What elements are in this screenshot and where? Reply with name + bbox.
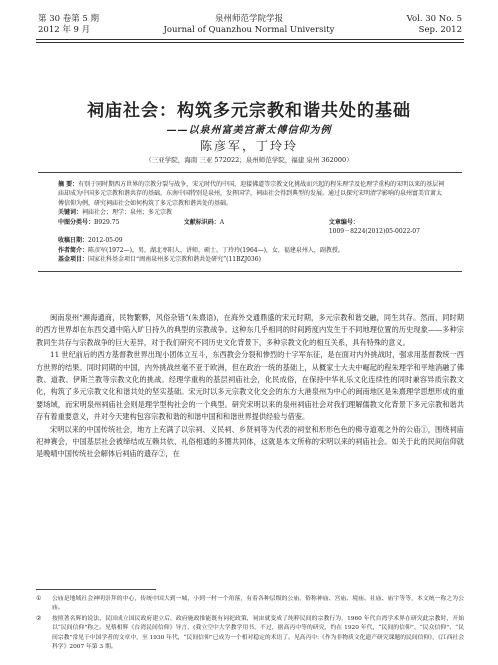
footnote-1	[36, 595, 464, 614]
article-subtitle: ——以泉州富美宫萧太傅信仰为例	[166, 125, 332, 136]
fund-label: 基金项目：	[58, 256, 89, 264]
keywords-text: 祠庙社会；理学；泉州；多元宗教	[82, 209, 173, 217]
abstract-text: 有别于同时期西方世界的宗教分裂与战争，宋元时代的中国，迎接佛道等宗教文化挑战而兴起的程朱理学及伦理学重构的宋明以来的基层祠庙却成为中国多元宗教和谐共存的基础。东南中国特别是泉州，发挥国学，祠庙社会得到典型的发展。通过以探究宋明清学影响的泉州富美宫萧太傅信仰为例，研究祠庙社会如何构筑了多元宗教和谐共处的基础。	[58, 181, 445, 207]
received-value: 2012-05-09	[88, 237, 123, 245]
author-info-text: 陈彦军(1972—)，男，湖北枣阳人，讲师，硕士。丁玲玲(1964—)，女，福建泉州人，副教授。	[88, 246, 344, 254]
classification-row	[58, 218, 446, 237]
publication-date-en: Sep. 2012	[418, 25, 462, 35]
author-info	[58, 246, 446, 255]
footnote-2	[36, 615, 464, 653]
journal-name-en: Journal of Quanzhou Normal University	[163, 25, 335, 35]
doc-code-value: A	[219, 218, 225, 226]
article-no-label: 文章编号：	[328, 218, 359, 226]
footnote-rule	[36, 589, 156, 590]
article-no-value: 1009－8224(2012)05-0022-07	[328, 228, 420, 236]
doc-code-label: 文献标识码：	[183, 218, 220, 226]
keywords	[58, 208, 446, 217]
publication-date: 2012 年 9 月	[38, 25, 91, 35]
body-paragraph-2: 11 世纪前后的西方基督教世界出现小团体立互斗，东西教会分裂和惨烈的十字军东征，是在面对内外挑战时，强求用基督教统一西方世界的结果。同时同期的中国，内外挑战丝毫不亚于欧洲，但在政治一统的基础上，从概家士大夫中崛起的程朱理学和平地消融了佛教、道教、伊斯兰教等宗教文化的挑战。经理学重构的基层祠庙社会，化民成俗，在保持中华礼乐文化连续性的同时兼容异质宗教文化，构筑了多元宗教文化和谐共处的坚实基础。宋元时以多元宗教文化交会的东方大港泉州为中心的闽南地区是朱熹理学思想形成的重要场域，而宋明泉州祠庙社会则是理学型构社会的一个典型。研究宋明以来的泉州祠庙社会对我们理解儒教文化背景下多元宗教和谐共存有着重要意义，并对今天建构包容宗教和谐的和谐中国和和谐世界提供经验与借鉴。	[36, 350, 464, 422]
footnote-marker: ②	[36, 615, 42, 622]
author-affiliation: （三亚学院，海南 三亚 572022；泉州师范学院，福建 泉州 362000）	[145, 156, 353, 164]
header-rule	[36, 39, 464, 40]
abstract-box	[38, 172, 462, 272]
clc-value: B929.75	[94, 218, 120, 226]
abstract-label: 摘 要：	[58, 181, 79, 188]
fund-text: 国家社科基金项目“闽南泉州多元宗教和谐共处研究”(11BZJ036)	[88, 256, 261, 264]
article-body	[36, 312, 464, 461]
author-info-label: 作者简介：	[58, 246, 89, 254]
footnote-marker: ①	[36, 596, 42, 602]
received-label: 收稿日期：	[58, 237, 89, 245]
article-no-field	[329, 218, 446, 237]
received-date	[58, 236, 446, 245]
article-title: 祠庙社会：构筑多元宗教和谐共处的基础	[87, 101, 411, 121]
doc-code-field	[184, 218, 329, 237]
header-rule-thin	[36, 42, 464, 43]
volume-issue-en: Vol. 30 No. 5	[406, 14, 462, 24]
footnote-text: 按照著名辉的说法，民国成立国民政府建立后，政府施政推能既有祠祀政策，祠宙就变成了纯粹民间的宗教行为，1960 年代台湾学术界在研究此宗教时，开始以“民间信仰”称之。见蔡相辉《台湾民间信仰》导言，(我立空中大学教学用书，不过，据高丙中等的研究，约在 1920 年代，“民间的信仰”、“民众信仰”、“民间宗教”常见于中国学者的文章中，至 1930 年代，“民间信仰”已成为一个相对稳定的术语了。见高丙中:《作为非物质文化遗产研究课题的民间信仰》，《江西社会科学》2007 年第 3 期。	[52, 615, 464, 651]
fund-info	[58, 255, 446, 264]
body-paragraph-3: 宋明以来的中国传统社会，地方上充满了以宗祠、义民祠、乡贤祠等为代表的祠堂和形形色色的佛寺道观之外的公庙①，围绕祠庙祀神赛会，中国基层社会被缔结成互赖共依、礼俗相通的多圈共同体，这就是本文所称的宋明以来的祠庙社会。如关于此的民间信仰就是晚晴中国传统社会解体后祠庙的遗存②，在	[36, 424, 464, 459]
volume-issue: 第 30 卷第 5 期	[38, 14, 100, 24]
keywords-label: 关键词：	[58, 209, 83, 217]
clc-field	[58, 218, 184, 237]
clc-label: 中图分类号：	[58, 218, 95, 226]
abstract	[58, 180, 446, 208]
journal-name-cn: 泉州师范学院学报	[214, 14, 283, 24]
article-authors: 陈彦军，丁玲玲	[199, 139, 298, 153]
journal-volume-info-en	[407, 14, 462, 36]
footnotes	[36, 595, 464, 653]
footnote-text: 公庙是地域社会神明崇拜的中心，传统中国大到一城，小到一村一个角落，有着各种层级的公庙，俗称神庙、宫庙、境庙、社庙、庙宇等等，本文统一称之为公庙。	[52, 596, 464, 612]
body-paragraph-1: 闽南泉州“濒海通商，民物繁夥，风俗杂错”(朱熹语)，在海外交通鼎盛的宋元时期，多元宗教和谐交融，同生共存。然而，同时期的西方世界却在东西交通中陷入旷日持久的典型的宗教战争。这种东几乎相同的时间跨度内发生于不同地理位置的历史现象——多种宗教同生共存与宗教战争的巨大差异，对于我们研究不同历史文化背景下，多种宗教文化的相互关系，具有特殊的意义。	[36, 313, 464, 347]
